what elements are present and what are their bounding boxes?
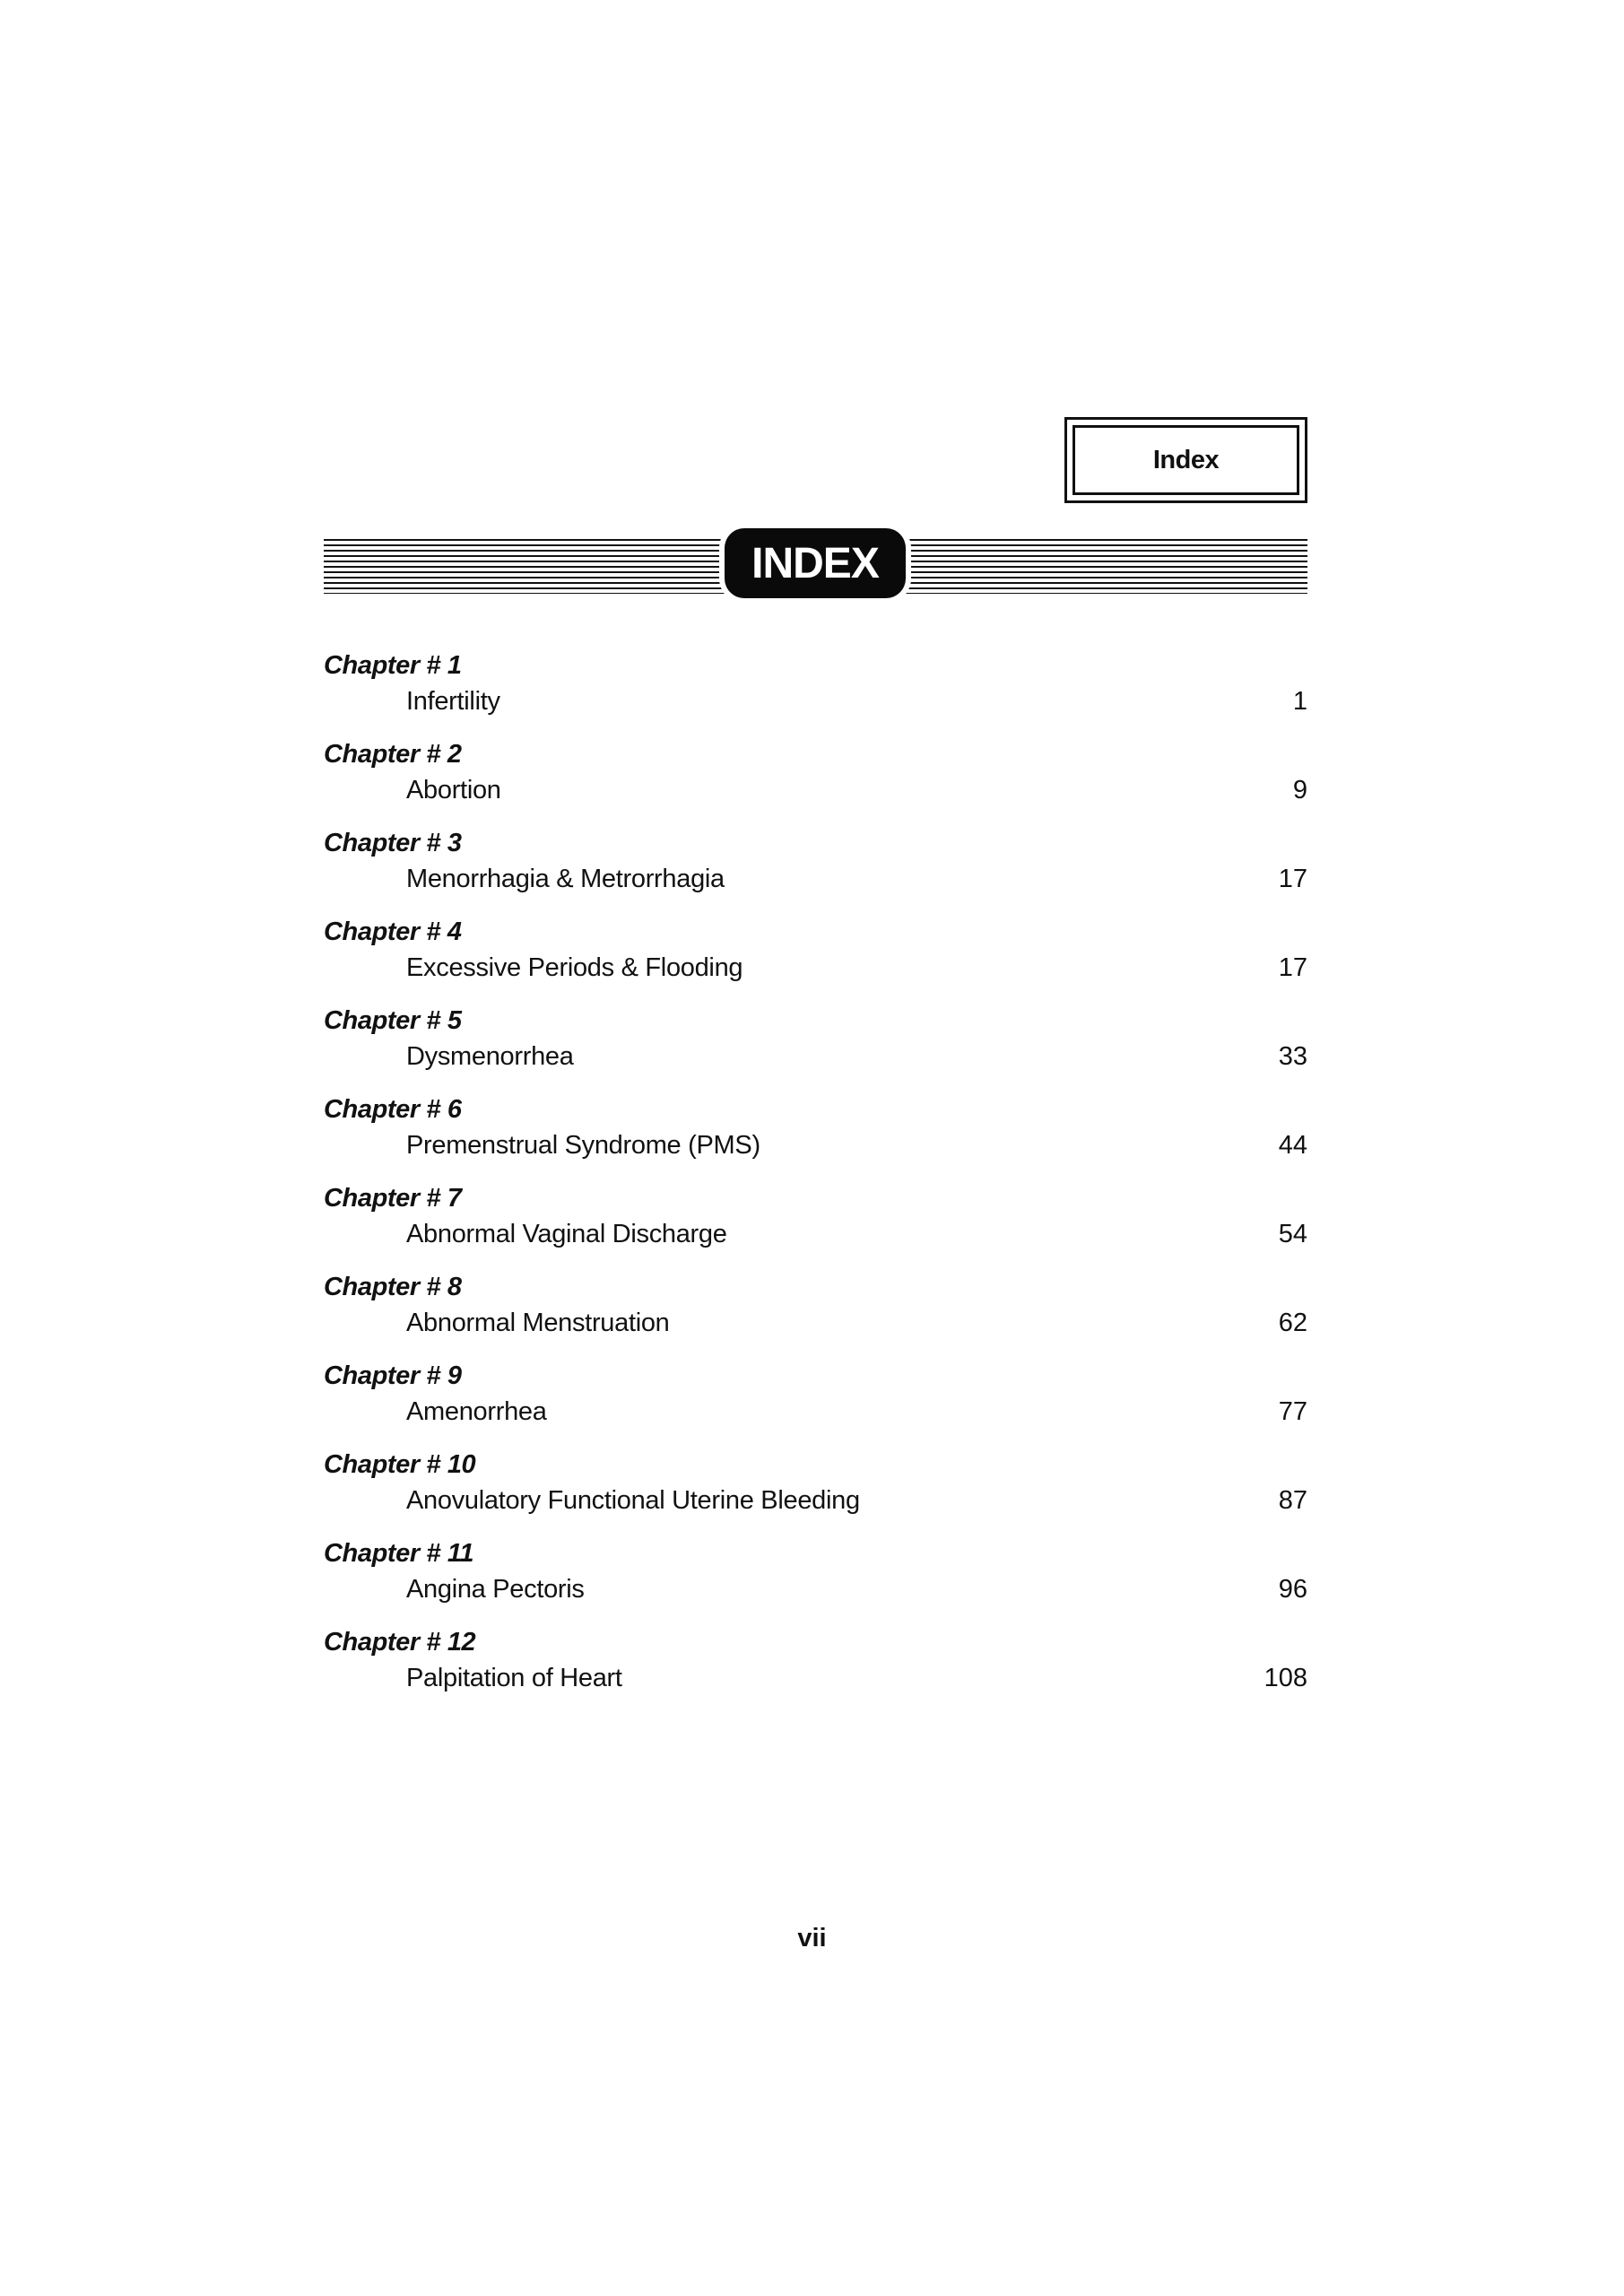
chapter-title: Dysmenorrhea [406, 1042, 574, 1071]
toc-entry [324, 1358, 1307, 1447]
toc-entry [324, 1535, 1307, 1624]
running-header-box [1064, 417, 1307, 503]
chapter-title: Excessive Periods & Flooding [406, 953, 743, 982]
chapter-title: Anovulatory Functional Uterine Bleeding [406, 1486, 860, 1515]
chapter-page-number: 87 [1278, 1486, 1307, 1515]
chapter-title: Amenorrhea [406, 1397, 547, 1426]
chapter-page-number: 17 [1278, 865, 1307, 893]
page-number: vii [797, 1924, 827, 1952]
chapter-page-number: 1 [1292, 687, 1307, 716]
toc-entry [324, 914, 1307, 1003]
chapter-label: Chapter # 5 [324, 1006, 462, 1035]
chapter-label: Chapter # 1 [324, 651, 462, 680]
chapter-label: Chapter # 11 [324, 1539, 474, 1568]
chapter-page-number: 108 [1264, 1664, 1307, 1692]
toc-entry [324, 1624, 1307, 1713]
chapter-page-number: 96 [1278, 1575, 1307, 1604]
index-title: INDEX [725, 528, 906, 598]
chapter-title: Abnormal Menstruation [406, 1309, 670, 1337]
toc-entry [324, 825, 1307, 914]
toc-entry [324, 1091, 1307, 1180]
chapter-title: Abortion [406, 776, 501, 804]
chapter-page-number: 54 [1278, 1220, 1307, 1248]
chapter-label: Chapter # 12 [324, 1628, 476, 1657]
chapter-label: Chapter # 7 [324, 1184, 462, 1213]
chapter-page-number: 62 [1278, 1309, 1307, 1337]
chapter-label: Chapter # 4 [324, 918, 462, 946]
table-of-contents [324, 648, 1307, 1713]
chapter-title: Abnormal Vaginal Discharge [406, 1220, 727, 1248]
running-header-label: Index [1073, 425, 1299, 495]
chapter-label: Chapter # 2 [324, 740, 462, 769]
chapter-title: Infertility [406, 687, 500, 716]
chapter-page-number: 44 [1278, 1131, 1307, 1160]
toc-entry [324, 1003, 1307, 1091]
toc-entry [324, 1180, 1307, 1269]
chapter-title: Menorrhagia & Metrorrhagia [406, 865, 725, 893]
toc-entry [324, 1447, 1307, 1535]
chapter-title: Angina Pectoris [406, 1575, 585, 1604]
chapter-title: Premenstrual Syndrome (PMS) [406, 1131, 760, 1160]
chapter-label: Chapter # 8 [324, 1273, 462, 1301]
chapter-page-number: 17 [1278, 953, 1307, 982]
toc-entry [324, 1269, 1307, 1358]
chapter-page-number: 9 [1292, 776, 1307, 804]
index-banner [324, 539, 1307, 594]
chapter-label: Chapter # 10 [324, 1450, 476, 1479]
chapter-title: Palpitation of Heart [406, 1664, 622, 1692]
chapter-label: Chapter # 3 [324, 829, 462, 857]
chapter-label: Chapter # 9 [324, 1361, 462, 1390]
chapter-label: Chapter # 6 [324, 1095, 462, 1124]
toc-entry [324, 648, 1307, 736]
chapter-page-number: 33 [1278, 1042, 1307, 1071]
toc-entry [324, 736, 1307, 825]
chapter-page-number: 77 [1278, 1397, 1307, 1426]
